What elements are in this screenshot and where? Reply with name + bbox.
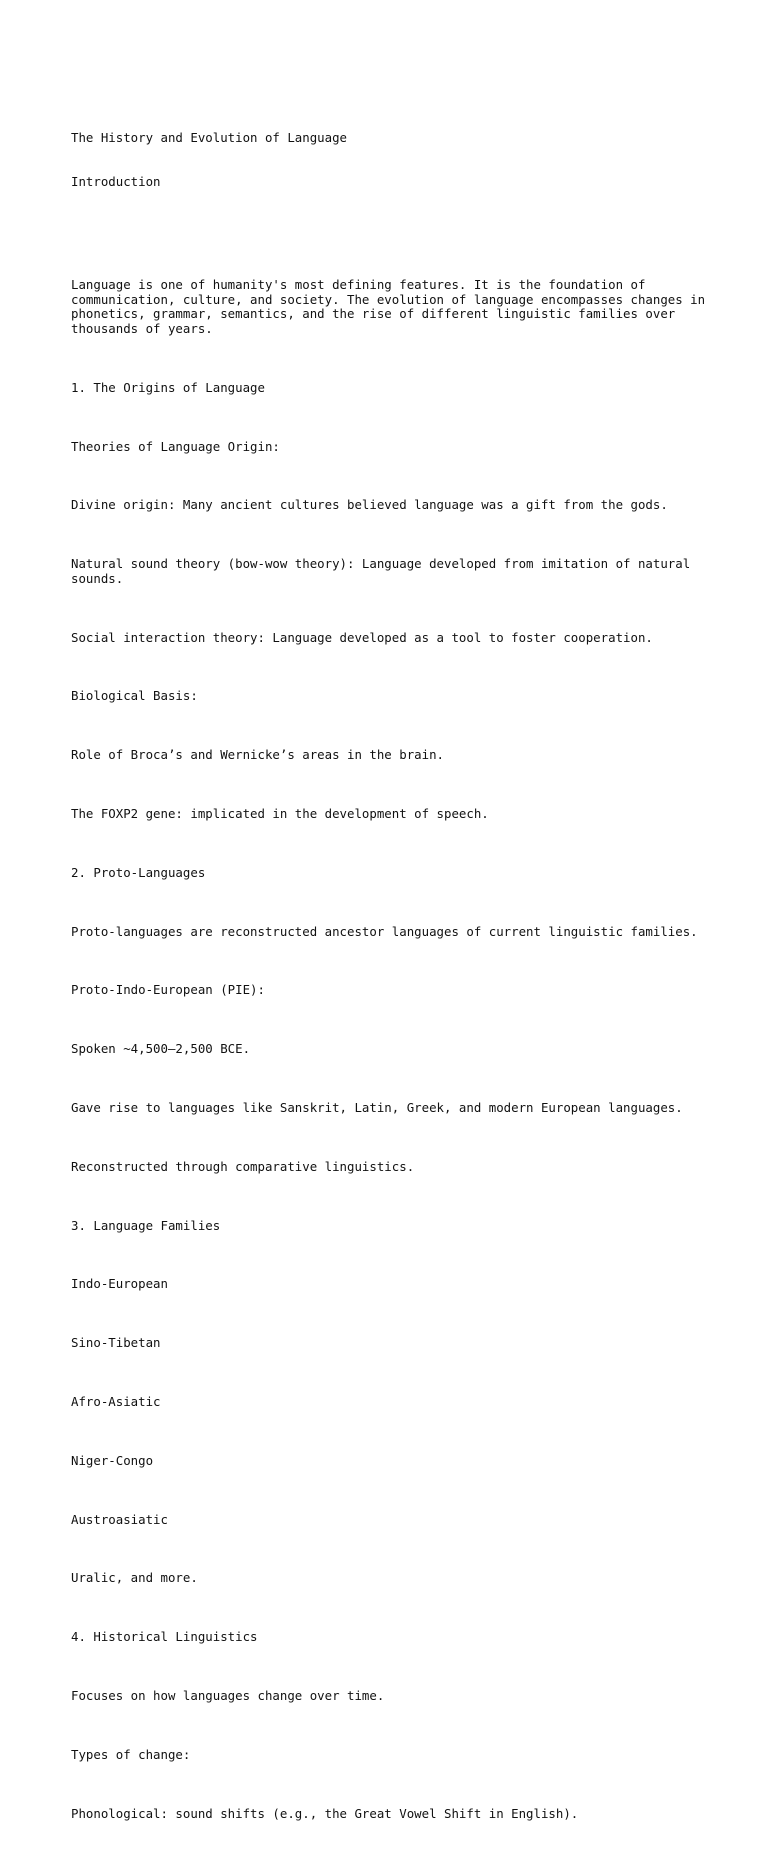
intro-paragraph: Language is one of humanity's most defining features. It is the foundation of communication, culture, and society. The evolution of language encompasses changes in phonetics, grammar, semantics, and the rise of different linguistic families over thousands of years. — [71, 276, 713, 336]
paragraph-historical-focus: Focuses on how languages change over time. — [71, 1687, 385, 1703]
document-subtitle: Introduction — [71, 173, 161, 189]
section-heading-language-families: 3. Language Families — [71, 1217, 221, 1233]
paragraph-social-interaction: Social interaction theory: Language developed as a tool to foster cooperation. — [71, 629, 653, 645]
list-item: Indo-European — [71, 1276, 168, 1292]
paragraph-foxp2: The FOXP2 gene: implicated in the development of speech. — [71, 806, 489, 822]
list-item: Afro-Asiatic — [71, 1393, 161, 1409]
document-header — [71, 101, 707, 233]
document-page — [71, 72, 713, 1851]
list-item: Sino-Tibetan — [71, 1335, 161, 1351]
section-heading-proto-languages: 2. Proto-Languages — [71, 864, 206, 880]
document-title: The History and Evolution of Language — [71, 129, 348, 145]
section-heading-origins: 1. The Origins of Language — [71, 379, 265, 395]
paragraph-phonological-change: Phonological: sound shifts (e.g., the Great Vowel Shift in English). — [71, 1805, 579, 1821]
paragraph-divine-origin: Divine origin: Many ancient cultures believed language was a gift from the gods. — [71, 497, 668, 513]
section-heading-historical-linguistics: 4. Historical Linguistics — [71, 1629, 258, 1645]
subheading-types-of-change: Types of change: — [71, 1746, 191, 1762]
paragraph-pie-spoken: Spoken ~4,500–2,500 BCE. — [71, 1041, 251, 1057]
subheading-pie: Proto-Indo-European (PIE): — [71, 982, 265, 998]
paragraph-broca-wernicke: Role of Broca’s and Wernicke’s areas in the brain. — [71, 747, 444, 763]
paragraph-pie-reconstruction: Reconstructed through comparative linguistics. — [71, 1158, 415, 1174]
list-item: Austroasiatic — [71, 1511, 168, 1527]
list-item: Uralic, and more. — [71, 1570, 198, 1586]
subheading-theories: Theories of Language Origin: — [71, 438, 280, 454]
paragraph-natural-sound: Natural sound theory (bow-wow theory): Language developed from imitation of natural sounds. — [71, 556, 698, 586]
paragraph-proto-languages: Proto-languages are reconstructed ancestor languages of current linguistic families. — [71, 923, 698, 939]
paragraph-pie-descendants: Gave rise to languages like Sanskrit, Latin, Greek, and modern European languages. — [71, 1100, 683, 1115]
list-item: Niger-Congo — [71, 1452, 154, 1468]
subheading-biological-basis: Biological Basis: — [71, 688, 198, 704]
